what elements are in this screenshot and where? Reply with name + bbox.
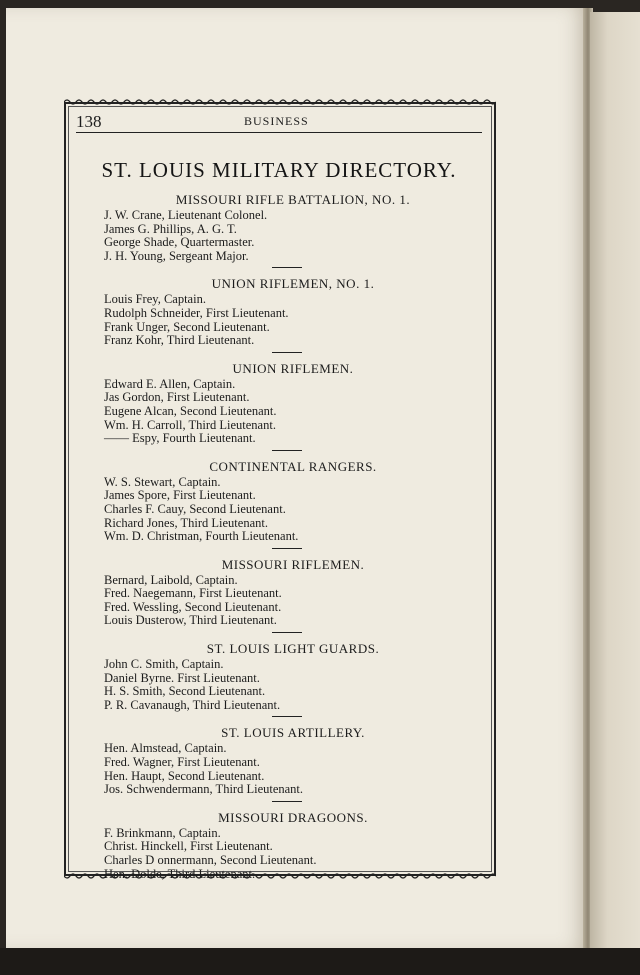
officer-entry: Franz Kohr, Third Lieutenant.	[104, 333, 255, 348]
directory-section	[104, 360, 482, 451]
section-title: MISSOURI RIFLE BATTALION, NO. 1.	[175, 192, 411, 207]
officer-entry: Christ. Hinckell, First Lieutenant.	[104, 839, 273, 854]
officer-entry: Louis Frey, Captain.	[104, 292, 206, 307]
officer-entry: James G. Phillips, A. G. T.	[104, 221, 237, 236]
section-title: CONTINENTAL RANGERS.	[209, 458, 377, 474]
section-divider	[272, 632, 302, 633]
section-divider	[272, 267, 302, 268]
officer-entry: Jos. Schwendermann, Third Lieutenant.	[104, 782, 304, 797]
section-divider	[272, 716, 302, 717]
section-divider	[272, 352, 302, 353]
officer-entry: Richard Jones, Third Lieutenant.	[104, 515, 268, 530]
officer-entry: George Shade, Quartermaster.	[104, 235, 255, 250]
officer-entry: Fred. Wessling, Second Lieutenant.	[104, 599, 282, 614]
section-divider	[272, 548, 302, 549]
officer-entry: W. S. Stewart, Captain.	[104, 474, 221, 489]
section-divider	[272, 801, 302, 802]
officer-entry: Wm. H. Carroll, Third Lieutenant.	[104, 417, 276, 432]
page-header	[76, 110, 482, 133]
officer-entry: J. H. Young, Sergeant Major.	[104, 248, 249, 263]
facing-page-edge	[590, 12, 640, 948]
officer-entry: —— Espy, Fourth Lieutenant.	[104, 431, 256, 446]
directory-section	[104, 556, 482, 633]
running-head: BUSINESS	[244, 114, 309, 128]
directory-section	[104, 640, 482, 717]
officer-entry: H. S. Smith, Second Lieutenant.	[104, 684, 266, 699]
directory-section	[104, 458, 482, 549]
officer-entry: J. W. Crane, Lieutenant Colonel.	[104, 208, 268, 222]
section-title: ST. LOUIS LIGHT GUARDS.	[206, 641, 380, 657]
page-title: ST. LOUIS MILITARY DIRECTORY.	[101, 158, 457, 182]
officer-entry: F. Brinkmann, Captain.	[104, 825, 221, 840]
officer-entry: P. R. Cavanaugh, Third Lieutenant.	[104, 697, 281, 712]
officer-entry: Eugene Alcan, Second Lieutenant.	[104, 403, 277, 418]
section-title: ST. LOUIS ARTILLERY.	[221, 725, 365, 741]
section-title: UNION RIFLEMEN, NO. 1.	[211, 276, 375, 292]
directory-section	[104, 191, 482, 268]
directory-body	[104, 191, 482, 881]
officer-entry: Frank Unger, Second Lieutenant.	[104, 319, 270, 334]
background-surface	[0, 948, 640, 975]
directory-section	[104, 724, 482, 801]
officer-entry: Charles F. Cauy, Second Lieutenant.	[104, 501, 286, 516]
wavy-border-top	[64, 98, 496, 106]
officer-entry: Hen. Haupt, Second Lieutenant.	[104, 768, 265, 783]
section-title: UNION RIFLEMEN.	[232, 360, 354, 376]
officer-entry: Fred. Wagner, First Lieutenant.	[104, 755, 260, 770]
officer-entry: Rudolph Schneider, First Lieutenant.	[104, 305, 289, 320]
section-divider	[272, 450, 302, 451]
officer-entry: Daniel Byrne. First Lieutenant.	[104, 670, 260, 685]
directory-section	[104, 275, 482, 352]
officer-entry: Jas Gordon, First Lieutenant.	[104, 390, 250, 405]
officer-entry: Charles D onnermann, Second Lieutenant.	[104, 853, 317, 867]
officer-entry: Fred. Naegemann, First Lieutenant.	[104, 586, 282, 601]
section-title: MISSOURI DRAGOONS.	[218, 809, 368, 825]
officer-entry: James Spore, First Lieutenant.	[104, 488, 256, 503]
section-title: MISSOURI RIFLEMEN.	[221, 556, 365, 572]
officer-entry: Wm. D. Christman, Fourth Lieutenant.	[104, 529, 299, 544]
officer-entry: Bernard, Laibold, Captain.	[104, 572, 238, 587]
officer-entry: Edward E. Allen, Captain.	[104, 376, 236, 391]
directory-section	[104, 809, 482, 881]
page-number: 138	[76, 112, 102, 131]
officer-entry: Hen. Almstead, Captain.	[104, 741, 227, 756]
officer-entry: John C. Smith, Captain.	[104, 657, 224, 672]
officer-entry: Hen. Dolde, Third Lieutenant.	[104, 866, 256, 881]
officer-entry: Louis Dusterow, Third Lieutenant.	[104, 613, 277, 628]
